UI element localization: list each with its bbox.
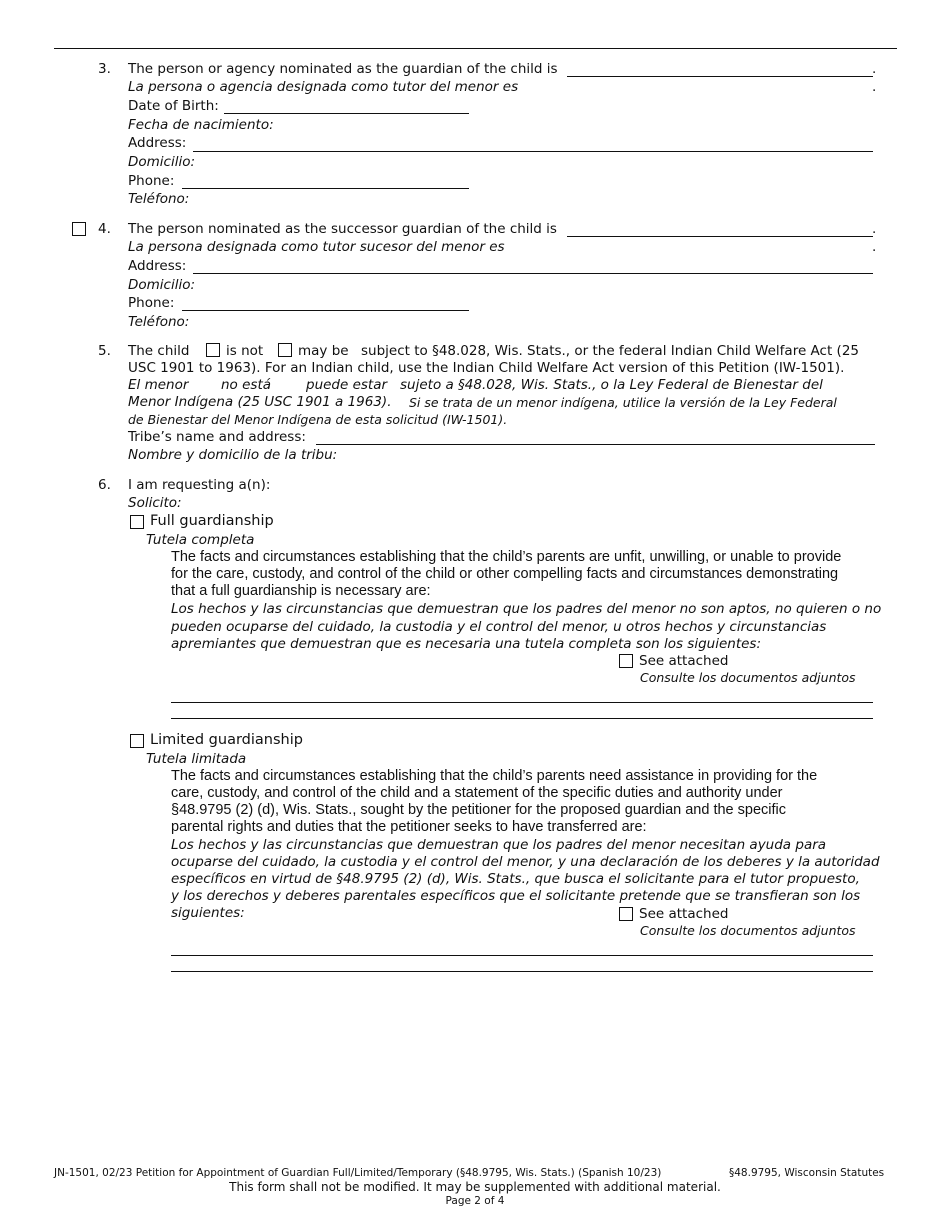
full-facts-en-2: for the care, custody, and control of the child or other compelling facts and circumstances demonstrating: [171, 566, 839, 582]
limited-see-attached-es: Consulte los documentos adjuntos: [640, 923, 856, 938]
item3-address-label: Address:: [128, 135, 187, 151]
item5-puede-estar: puede estar: [306, 377, 388, 393]
item4-label: The person nominated as the successor guardian of the child is: [128, 221, 557, 237]
item3-phone-label: Phone:: [128, 173, 175, 189]
full-facts-line-2[interactable]: [171, 718, 873, 719]
limited-facts-line-1[interactable]: [171, 955, 873, 956]
limited-see-attached: See attached: [639, 906, 729, 922]
item4-period: .: [872, 221, 877, 237]
limited-facts-en-2: care, custody, and control of the child and a statement of the specific duties and authority under: [171, 785, 783, 801]
item3-period-es: .: [872, 79, 877, 95]
item4-address-field[interactable]: [193, 273, 873, 274]
limited-see-attached-checkbox[interactable]: [619, 907, 633, 921]
item3-dob-label-es: Fecha de nacimiento:: [128, 117, 274, 133]
item5-is-not: is not: [226, 343, 264, 359]
limited-facts-es-1: Los hechos y las circunstancias que demuestran que los padres del menor necesitan ayuda para: [171, 837, 827, 853]
item3-label-es: La persona o agencia designada como tutor del menor es: [128, 79, 519, 95]
item5-sujeto-line1: sujeto a §48.028, Wis. Stats., o la Ley Federal de Bienestar del: [400, 377, 823, 393]
item5-tribe-field[interactable]: [316, 444, 875, 445]
item3-label: The person or agency nominated as the guardian of the child is: [128, 61, 558, 77]
full-facts-en-1: The facts and circumstances establishing that the child’s parents are unfit, unwilling, or unable to provide: [171, 549, 842, 565]
item3-dob-label: Date of Birth:: [128, 98, 219, 114]
item5-tribe-label-es: Nombre y domicilio de la tribu:: [128, 447, 338, 463]
item4-successor-field[interactable]: [567, 236, 873, 237]
item6-requesting-es: Solicito:: [128, 495, 182, 511]
limited-guardianship-checkbox[interactable]: [130, 734, 144, 748]
top-rule: [54, 48, 897, 49]
item5-may-be-checkbox[interactable]: [278, 343, 292, 357]
limited-facts-es-4: y los derechos y deberes parentales específicos que el solicitante pretende que se transfieran son los: [171, 888, 861, 904]
item3-guardian-field[interactable]: [567, 76, 873, 77]
item4-phone-field[interactable]: [182, 310, 469, 311]
limited-guardianship-title-es: Tutela limitada: [146, 751, 247, 767]
item4-period-es: .: [872, 239, 877, 255]
item5-is-not-checkbox[interactable]: [206, 343, 220, 357]
full-guardianship-title-es: Tutela completa: [146, 532, 255, 548]
item4-address-label-es: Domicilio:: [128, 277, 196, 293]
item3-phone-label-es: Teléfono:: [128, 191, 190, 207]
limited-facts-es-3: específicos en virtud de §48.9795 (2) (d), Wis. Stats., que busca el solicitante para el tutor propuesto,: [171, 871, 860, 887]
full-facts-es-2: pueden ocuparse del cuidado, la custodia y el control del menor, u otros hechos y circunstancias: [171, 619, 827, 635]
item4-label-es: La persona designada como tutor sucesor del menor es: [128, 239, 505, 255]
limited-guardianship-title: Limited guardianship: [150, 732, 303, 748]
limited-facts-line-2[interactable]: [171, 971, 873, 972]
item5-tribe-label: Tribe’s name and address:: [128, 429, 306, 445]
full-see-attached: See attached: [639, 653, 729, 669]
item3-address-field[interactable]: [193, 151, 873, 152]
item5-the-child: The child: [128, 343, 190, 359]
footer-form-id: JN-1501, 02/23 Petition for Appointment of Guardian Full/Limited/Temporary (§48.9795, Wis. Stats.) (Spanish 10/23): [54, 1167, 662, 1179]
full-facts-line-1[interactable]: [171, 702, 873, 703]
item4-phone-label: Phone:: [128, 295, 175, 311]
full-facts-es-1: Los hechos y las circunstancias que demuestran que los padres del menor no son aptos, no quieren o no: [171, 601, 882, 617]
full-guardianship-title: Full guardianship: [150, 513, 274, 529]
footer-statute: §48.9795, Wisconsin Statutes: [729, 1167, 885, 1179]
item5-sujeto-line2b: Si se trata de un menor indígena, utilice la versión de la Ley Federal: [409, 395, 837, 410]
item4-checkbox[interactable]: [72, 222, 86, 236]
full-guardianship-checkbox[interactable]: [130, 515, 144, 529]
footer-notice: This form shall not be modified. It may be supplemented with additional material.: [229, 1180, 721, 1194]
full-see-attached-checkbox[interactable]: [619, 654, 633, 668]
item5-may-be: may be: [298, 343, 349, 359]
item6-requesting: I am requesting a(n):: [128, 477, 271, 493]
footer-page: Page 2 of 4: [445, 1195, 505, 1207]
limited-facts-en-3: §48.9795 (2) (d), Wis. Stats., sought by the petitioner for the proposed guardian and the specific: [171, 802, 786, 818]
item6-number: 6.: [98, 477, 111, 493]
item5-sujeto-line3: de Bienestar del Menor Indígena de esta solicitud (IW-1501).: [128, 412, 508, 427]
item3-address-label-es: Domicilio:: [128, 154, 196, 170]
item4-number: 4.: [98, 221, 111, 237]
item4-address-label: Address:: [128, 258, 187, 274]
item5-subject-line1: subject to §48.028, Wis. Stats., or the federal Indian Child Welfare Act (25: [361, 343, 859, 359]
limited-facts-es-2: ocuparse del cuidado, la custodia y el control del menor, y una declaración de los deberes y la autoridad: [171, 854, 880, 870]
full-see-attached-es: Consulte los documentos adjuntos: [640, 670, 856, 685]
limited-facts-es-5: siguientes:: [171, 905, 245, 921]
limited-facts-en-1: The facts and circumstances establishing that the child’s parents need assistance in providing for the: [171, 768, 818, 784]
full-facts-en-3: that a full guardianship is necessary are:: [171, 583, 431, 599]
item5-subject-line2: USC 1901 to 1963). For an Indian child, use the Indian Child Welfare Act version of this Petition (IW-1501).: [128, 360, 845, 376]
item5-el-menor: El menor: [128, 377, 189, 393]
item3-phone-field[interactable]: [182, 188, 469, 189]
item4-phone-label-es: Teléfono:: [128, 314, 190, 330]
limited-facts-en-4: parental rights and duties that the petitioner seeks to have transferred are:: [171, 819, 647, 835]
item5-no-esta: no está: [221, 377, 272, 393]
item3-number: 3.: [98, 61, 111, 77]
item5-number: 5.: [98, 343, 111, 359]
item5-sujeto-line2: Menor Indígena (25 USC 1901 a 1963).: [128, 394, 392, 410]
full-facts-es-3: apremiantes que demuestran que es necesaria una tutela completa son los siguientes:: [171, 636, 762, 652]
item3-dob-field[interactable]: [224, 113, 469, 114]
item3-period: .: [872, 61, 877, 77]
